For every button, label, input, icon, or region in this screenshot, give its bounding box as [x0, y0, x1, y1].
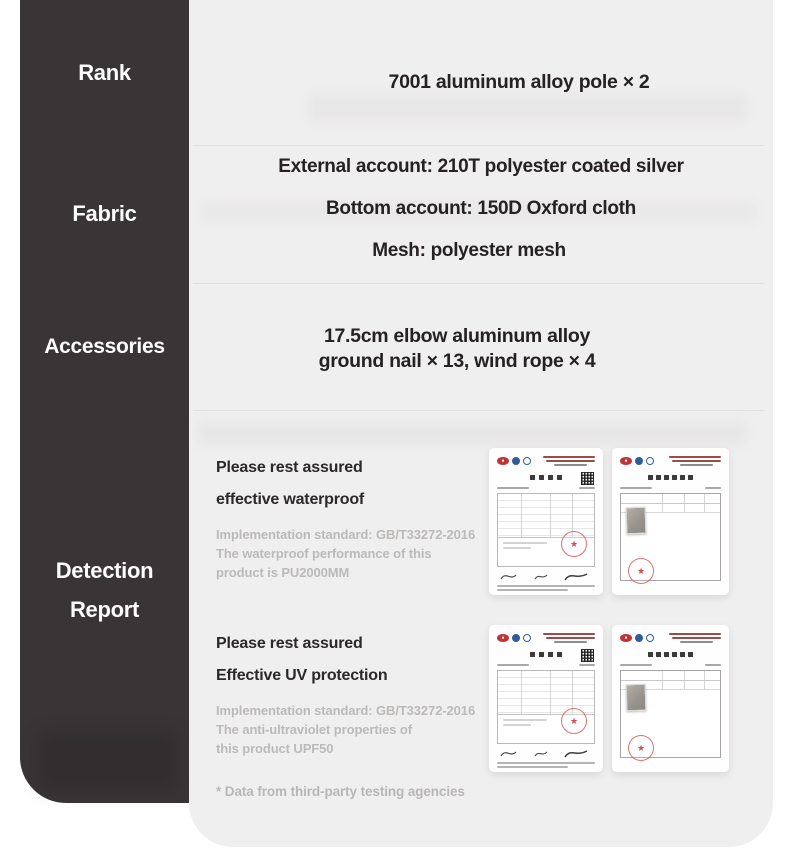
certificate-image-attachment — [612, 625, 729, 772]
certificate-footer-text — [497, 585, 595, 592]
spec-row-rank — [189, 0, 773, 145]
certificate-header-text — [669, 633, 721, 643]
accessories-line: ground nail × 13, wind rope × 4 — [318, 349, 596, 372]
certificate-table — [620, 670, 721, 758]
fabric-line: External account: 210T polyester coated silver — [278, 156, 684, 177]
sidebar-label-text: Detection Report — [55, 557, 154, 622]
certificate-logos — [620, 456, 721, 466]
cqc-logo-icon — [620, 634, 632, 642]
certificate-row — [489, 448, 729, 595]
detection-note-line: this product UPF50 — [216, 741, 334, 756]
detection-note-line: The waterproof performance of this — [216, 546, 432, 561]
qr-code-icon — [581, 472, 594, 485]
sidebar-label-rank — [20, 0, 189, 145]
detection-note-line: Implementation standard: GB/T33272-2016 — [216, 703, 476, 718]
certificate-table — [497, 670, 595, 744]
detection-block-uv — [216, 634, 516, 758]
watermark-ghost — [38, 730, 178, 792]
rank-value: 7001 aluminum alloy pole × 2 — [388, 70, 650, 93]
round-seal-icon — [512, 457, 520, 465]
detection-heading: Please rest assured — [216, 459, 363, 476]
certificate-header-text — [543, 633, 595, 643]
certificate-table — [497, 493, 595, 567]
certificate-title-glyphs — [620, 652, 721, 657]
row-divider — [193, 410, 764, 411]
certificate-image-report — [489, 448, 603, 595]
star-icon: ★ — [636, 565, 646, 576]
red-stamp-icon — [628, 735, 654, 761]
fabric-line: Bottom account: 150D Oxford cloth — [326, 198, 636, 219]
cqc-logo-icon — [497, 634, 509, 642]
sidebar-label-text: Accessories — [44, 334, 165, 358]
accessories-line: 17.5cm elbow aluminum alloy — [323, 324, 591, 347]
round-seal-icon — [512, 634, 520, 642]
cqc-logo-icon — [497, 457, 509, 465]
certificate-row — [489, 625, 729, 772]
certificate-meta-line — [497, 487, 595, 489]
spec-row-accessories — [189, 283, 773, 410]
certificate-meta-line — [620, 487, 721, 489]
qr-code-icon — [581, 649, 594, 662]
red-stamp-icon — [561, 531, 587, 557]
sidebar-label-text: Fabric — [72, 201, 137, 226]
watermark-ghost — [197, 420, 747, 446]
detection-heading: Please rest assured — [216, 635, 363, 652]
fabric-sample-swatch — [626, 684, 647, 712]
certificate-footer-text — [497, 762, 595, 769]
round-seal-icon — [635, 457, 643, 465]
fabric-sample-swatch — [626, 507, 647, 535]
cma-logo-icon — [523, 634, 531, 642]
star-icon: ★ — [636, 742, 646, 753]
star-icon: ★ — [569, 538, 579, 549]
spec-content — [189, 0, 773, 847]
certificate-logos — [497, 633, 595, 643]
certificate-image-report — [489, 625, 603, 772]
star-icon: ★ — [569, 715, 579, 726]
detection-note-line: product is PU2000MM — [216, 565, 350, 580]
certificate-meta-line — [497, 664, 595, 666]
round-seal-icon — [635, 634, 643, 642]
signatures — [497, 571, 595, 582]
signatures — [497, 748, 595, 759]
certificate-image-attachment — [612, 448, 729, 595]
cma-logo-icon — [646, 457, 654, 465]
cma-logo-icon — [523, 457, 531, 465]
detection-notes — [216, 701, 516, 758]
spec-sidebar — [20, 0, 189, 803]
detection-notes — [216, 525, 516, 582]
certificate-title-glyphs — [620, 475, 721, 480]
detection-heading: Effective UV protection — [216, 667, 388, 684]
detection-note-line: Implementation standard: GB/T33272-2016 — [216, 527, 476, 542]
detection-block-waterproof — [216, 458, 516, 582]
certificate-logos — [497, 456, 595, 466]
certificate-header-text — [543, 456, 595, 466]
sidebar-label-text: Rank — [78, 59, 131, 85]
data-source-footnote: * Data from third-party testing agencies — [216, 784, 465, 799]
spec-row-fabric — [189, 145, 773, 283]
detection-heading: effective waterproof — [216, 491, 365, 508]
detection-note-line: The anti-ultraviolet properties of — [216, 722, 412, 737]
fabric-line: Mesh: polyester mesh — [372, 240, 566, 261]
sidebar-label-accessories — [20, 283, 189, 410]
certificate-logos — [620, 633, 721, 643]
cma-logo-icon — [646, 634, 654, 642]
certificate-header-text — [669, 456, 721, 466]
cqc-logo-icon — [620, 457, 632, 465]
red-stamp-icon — [628, 558, 654, 584]
certificate-meta-line — [620, 664, 721, 666]
sidebar-label-fabric — [20, 145, 189, 283]
certificate-table — [620, 493, 721, 581]
red-stamp-icon — [561, 708, 587, 734]
